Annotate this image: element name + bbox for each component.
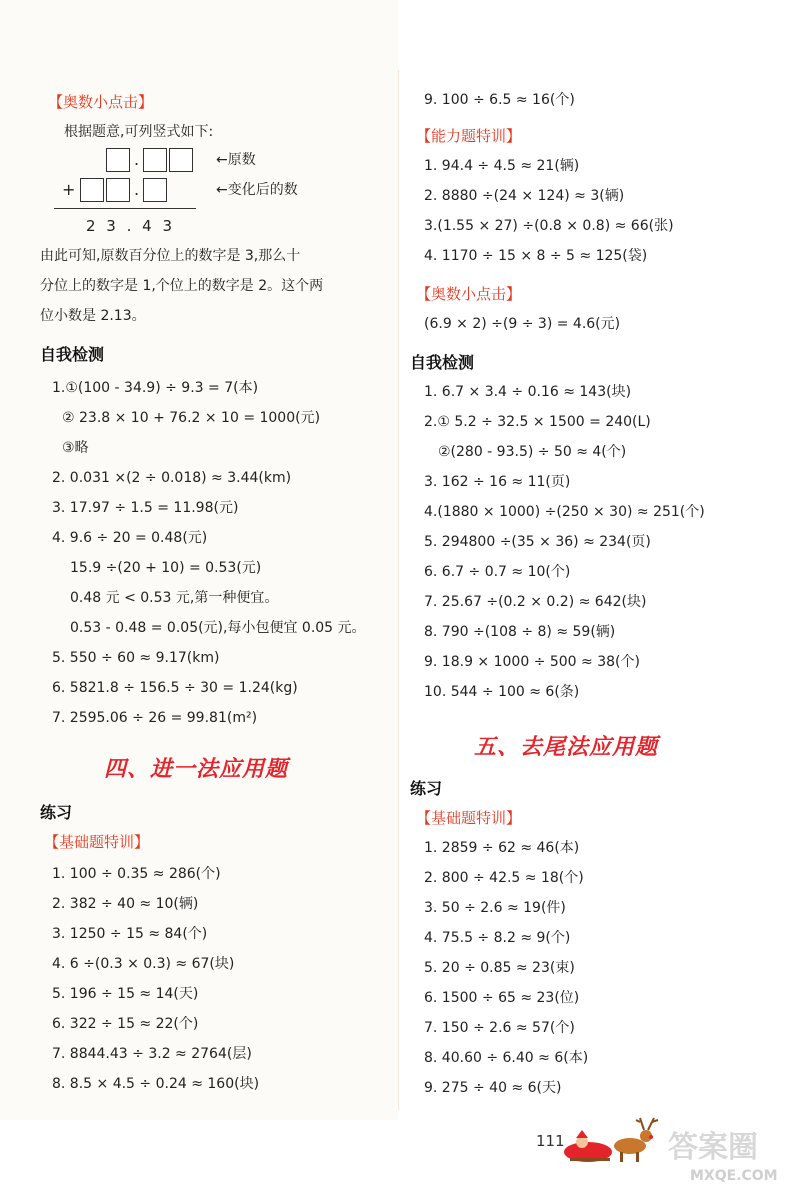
aoshu-explanation-line-1: 由此可知,原数百分位上的数字是 3,那么十 <box>40 248 301 264</box>
decimal-point: . <box>134 150 140 169</box>
answer-line: 7. 8844.43 ÷ 3.2 ≈ 2764(层) <box>52 1046 252 1062</box>
answer-line: 1.①(100 - 34.9) ÷ 9.3 = 7(本) <box>52 380 259 396</box>
answer-line: 5. 196 ÷ 15 ≈ 14(天) <box>52 986 199 1002</box>
answer-line: 3. 1250 ÷ 15 ≈ 84(个) <box>52 926 208 942</box>
answer-line: 9. 18.9 × 1000 ÷ 500 ≈ 38(个) <box>424 654 640 670</box>
aoshu-intro: 根据题意,可列竖式如下: <box>64 124 214 140</box>
answer-line: 5. 20 ÷ 0.85 ≈ 23(束) <box>424 960 575 976</box>
sum-line <box>54 208 196 209</box>
answer-line: 8. 8.5 × 4.5 ÷ 0.24 ≈ 160(块) <box>52 1076 260 1092</box>
aoshu-heading-right: 【奥数小点击】 <box>416 285 522 303</box>
answer-line: 7. 25.67 ÷(0.2 × 0.2) ≈ 642(块) <box>424 594 647 610</box>
answer-line: 8. 40.60 ÷ 6.40 ≈ 6(本) <box>424 1050 589 1066</box>
answer-line: 6. 6.7 ÷ 0.7 ≈ 10(个) <box>424 564 571 580</box>
answer-line: 4. 6 ÷(0.3 × 0.3) ≈ 67(块) <box>52 956 235 972</box>
basic-heading-right: 【基础题特训】 <box>416 809 522 827</box>
answer-line: 6. 322 ÷ 15 ≈ 22(个) <box>52 1016 199 1032</box>
self-check-title-left: 自我检测 <box>40 345 105 364</box>
answer-line: 7. 150 ÷ 2.6 ≈ 57(个) <box>424 1020 575 1036</box>
answer-line: 15.9 ÷(20 + 10) = 0.53(元) <box>70 560 262 576</box>
answer-line: 2.① 5.2 ÷ 32.5 × 1500 = 240(L) <box>424 414 651 430</box>
answer-line: 2. 8880 ÷(24 × 124) ≈ 3(辆) <box>424 188 625 204</box>
digit-box <box>169 148 193 172</box>
answer-line: ③略 <box>62 440 89 456</box>
answer-line: 9. 100 ÷ 6.5 ≈ 16(个) <box>424 92 575 108</box>
label-original-number: ←原数 <box>216 152 256 168</box>
answer-line: 1. 94.4 ÷ 4.5 ≈ 21(辆) <box>424 158 580 174</box>
basic-heading-left: 【基础题特训】 <box>44 833 150 851</box>
digit-box <box>143 148 167 172</box>
answer-line: 4. 9.6 ÷ 20 = 0.48(元) <box>52 530 208 546</box>
digit-box <box>80 178 104 202</box>
self-check-title-right: 自我检测 <box>410 353 475 372</box>
watermark-logo: 答案圈 <box>668 1130 758 1165</box>
plus-sign: + <box>62 180 76 199</box>
answer-line: 6. 5821.8 ÷ 156.5 ÷ 30 = 1.24(kg) <box>52 680 298 696</box>
answer-line: 4.(1880 × 1000) ÷(250 × 30) ≈ 251(个) <box>424 504 705 520</box>
answer-line: 2. 800 ÷ 42.5 ≈ 18(个) <box>424 870 584 886</box>
aoshu-heading-left: 【奥数小点击】 <box>48 93 154 111</box>
answer-line: 7. 2595.06 ÷ 26 = 99.81(m²) <box>52 710 258 726</box>
digit-box <box>106 178 130 202</box>
label-changed-number: ←变化后的数 <box>216 182 298 198</box>
answer-line: 3. 17.97 ÷ 1.5 = 11.98(元) <box>52 500 239 516</box>
sum-result: 2 3 . 4 3 <box>86 217 176 235</box>
practice-title-right: 练习 <box>410 779 443 798</box>
decimal-point: . <box>134 180 140 199</box>
answer-line: 9. 275 ÷ 40 ≈ 6(天) <box>424 1080 562 1096</box>
answer-line: 1. 2859 ÷ 62 ≈ 46(本) <box>424 840 580 856</box>
answer-line: 1. 6.7 × 3.4 ÷ 0.16 ≈ 143(块) <box>424 384 632 400</box>
answer-line: 3.(1.55 × 27) ÷(0.8 × 0.8) ≈ 66(张) <box>424 218 674 234</box>
cartoon-reindeer-sleigh-icon <box>560 1112 664 1168</box>
answer-line: ②(280 - 93.5) ÷ 50 ≈ 4(个) <box>438 444 627 460</box>
practice-title-left: 练习 <box>40 803 73 822</box>
aoshu-explanation-line-3: 位小数是 2.13。 <box>40 308 146 324</box>
answer-line: 3. 162 ÷ 16 ≈ 11(页) <box>424 474 571 490</box>
answer-line: 4. 1170 ÷ 15 × 8 ÷ 5 ≈ 125(袋) <box>424 248 648 264</box>
answer-line: 3. 50 ÷ 2.6 ≈ 19(件) <box>424 900 566 916</box>
answer-line: 2. 0.031 ×(2 ÷ 0.018) ≈ 3.44(km) <box>52 470 292 486</box>
page-number: 111 <box>536 1132 565 1150</box>
digit-box <box>106 148 130 172</box>
answer-line: 10. 544 ÷ 100 ≈ 6(条) <box>424 684 580 700</box>
ability-heading: 【能力题特训】 <box>416 127 522 145</box>
answer-line: ② 23.8 × 10 + 76.2 × 10 = 1000(元) <box>62 410 321 426</box>
answer-line: 2. 382 ÷ 40 ≈ 10(辆) <box>52 896 199 912</box>
answer-line: 0.48 元 < 0.53 元,第一种便宜。 <box>70 590 279 606</box>
answer-line: (6.9 × 2) ÷(9 ÷ 3) = 4.6(元) <box>424 316 621 332</box>
digit-box <box>143 178 167 202</box>
answer-line: 8. 790 ÷(108 ÷ 8) ≈ 59(辆) <box>424 624 616 640</box>
column-divider <box>398 70 399 1110</box>
chapter-4-title: 四、进一法应用题 <box>104 757 289 782</box>
answer-line: 1. 100 ÷ 0.35 ≈ 286(个) <box>52 866 221 882</box>
answer-line: 5. 294800 ÷(35 × 36) ≈ 234(页) <box>424 534 651 550</box>
answer-line: 5. 550 ÷ 60 ≈ 9.17(km) <box>52 650 220 666</box>
answer-line: 0.53 - 0.48 = 0.05(元),每小包便宜 0.05 元。 <box>70 620 366 636</box>
chapter-5-title: 五、去尾法应用题 <box>474 735 659 760</box>
aoshu-explanation-line-2: 分位上的数字是 1,个位上的数字是 2。这个两 <box>40 278 324 294</box>
answer-line: 4. 75.5 ÷ 8.2 ≈ 9(个) <box>424 930 571 946</box>
answer-line: 6. 1500 ÷ 65 ≈ 23(位) <box>424 990 580 1006</box>
watermark-url: MXQE.COM <box>690 1168 778 1184</box>
